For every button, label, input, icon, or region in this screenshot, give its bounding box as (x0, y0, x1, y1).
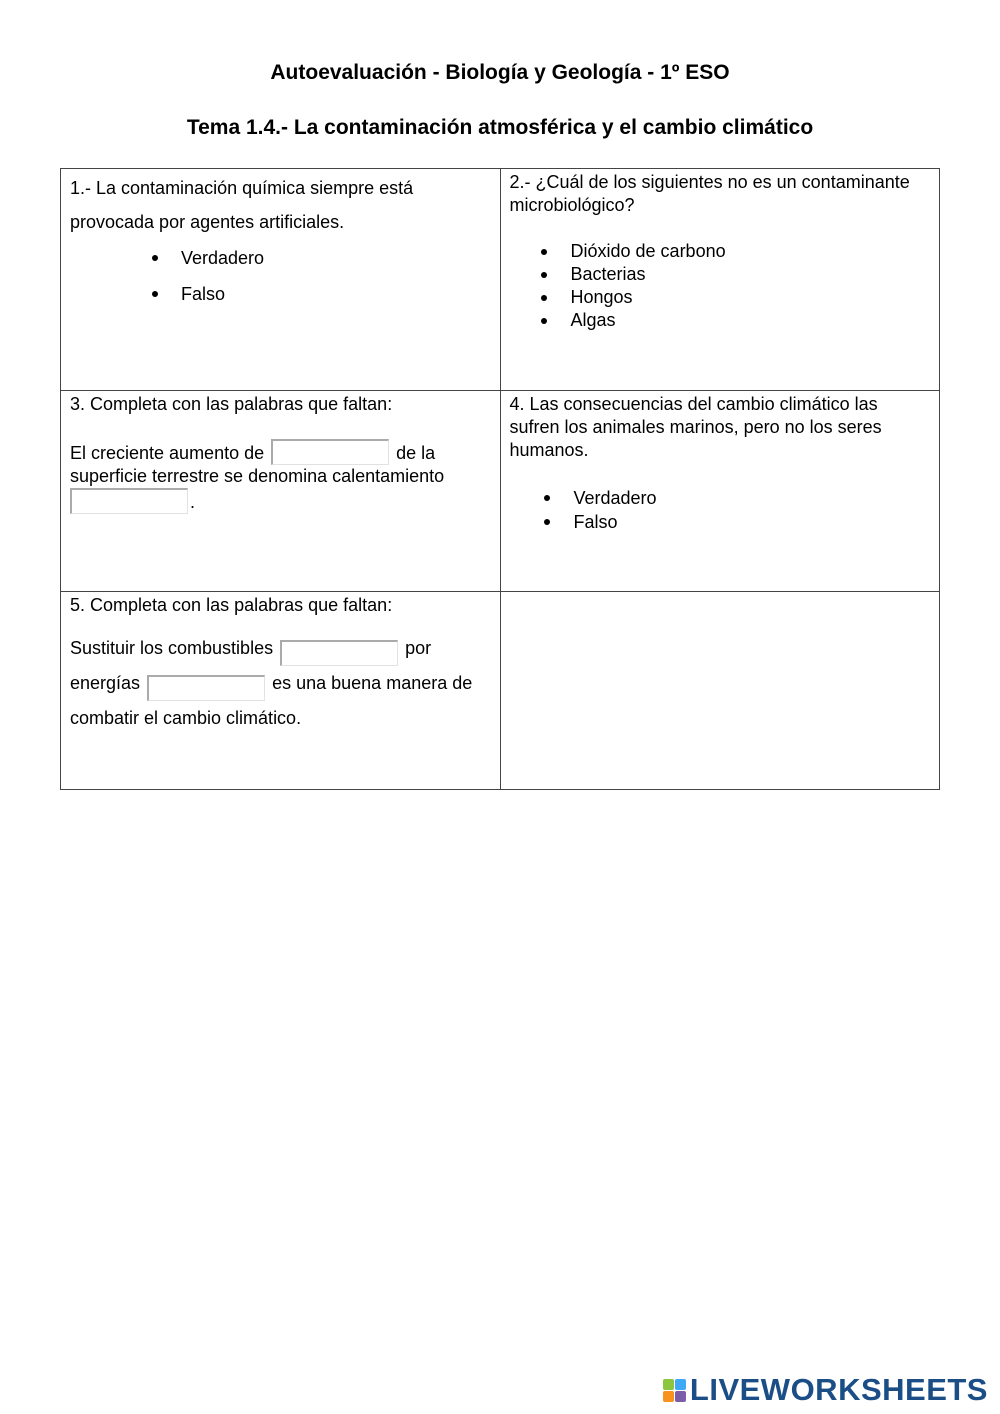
question-3-cell (61, 391, 501, 592)
answer-input-5b[interactable] (147, 675, 265, 701)
answer-input-3b[interactable] (70, 488, 188, 514)
option-verdadero[interactable]: Verdadero (574, 486, 931, 510)
option-bacterias[interactable]: Bacterias (571, 263, 931, 286)
option-falso[interactable]: Falso (574, 510, 931, 534)
question-1-options (181, 240, 491, 312)
answer-input-3a[interactable] (271, 439, 389, 465)
worksheet-title: Autoevaluación - Biología y Geología - 1º ESO (270, 61, 730, 84)
liveworksheets-logo (663, 1373, 988, 1407)
question-5-sentence: Sustituir los combustibles por energías es una buena manera de combatir el cambio climático. (70, 638, 473, 728)
question-1-text: 1.- La contaminación química siempre está provocada por agentes artificiales. (70, 178, 414, 232)
option-algas[interactable]: Algas (571, 309, 931, 332)
question-4-options (574, 486, 931, 534)
question-3-sentence: El creciente aumento de de la superficie terrestre se denomina calentamiento . (70, 428, 491, 514)
question-4-text: 4. Las consecuencias del cambio climático las sufren los animales marinos, pero no los seres humanos. (509, 394, 882, 460)
question-3-instruction: 3. Completa con las palabras que faltan: (70, 394, 393, 414)
empty-cell (500, 592, 940, 790)
worksheet-subtitle: Tema 1.4.- La contaminación atmosférica y el cambio climático (186, 116, 814, 139)
question-5-cell (61, 592, 501, 790)
liveworksheets-logo-icon (663, 1379, 686, 1402)
questions-table (60, 168, 940, 790)
option-dioxido-de-carbono[interactable]: Dióxido de carbono (571, 240, 931, 263)
option-hongos[interactable]: Hongos (571, 286, 931, 309)
liveworksheets-logo-text: LIVEWORKSHEETS (689, 1372, 988, 1407)
question-2-cell (500, 169, 940, 391)
option-verdadero[interactable]: Verdadero (181, 240, 491, 276)
question-5-instruction: 5. Completa con las palabras que faltan: (70, 595, 393, 615)
question-4-cell (500, 391, 940, 592)
question-1-cell (61, 169, 501, 391)
answer-input-5a[interactable] (280, 640, 398, 666)
option-falso[interactable]: Falso (181, 276, 491, 312)
question-2-text: 2.- ¿Cuál de los siguientes no es un contaminante microbiológico? (509, 172, 910, 215)
question-2-options (571, 240, 931, 332)
